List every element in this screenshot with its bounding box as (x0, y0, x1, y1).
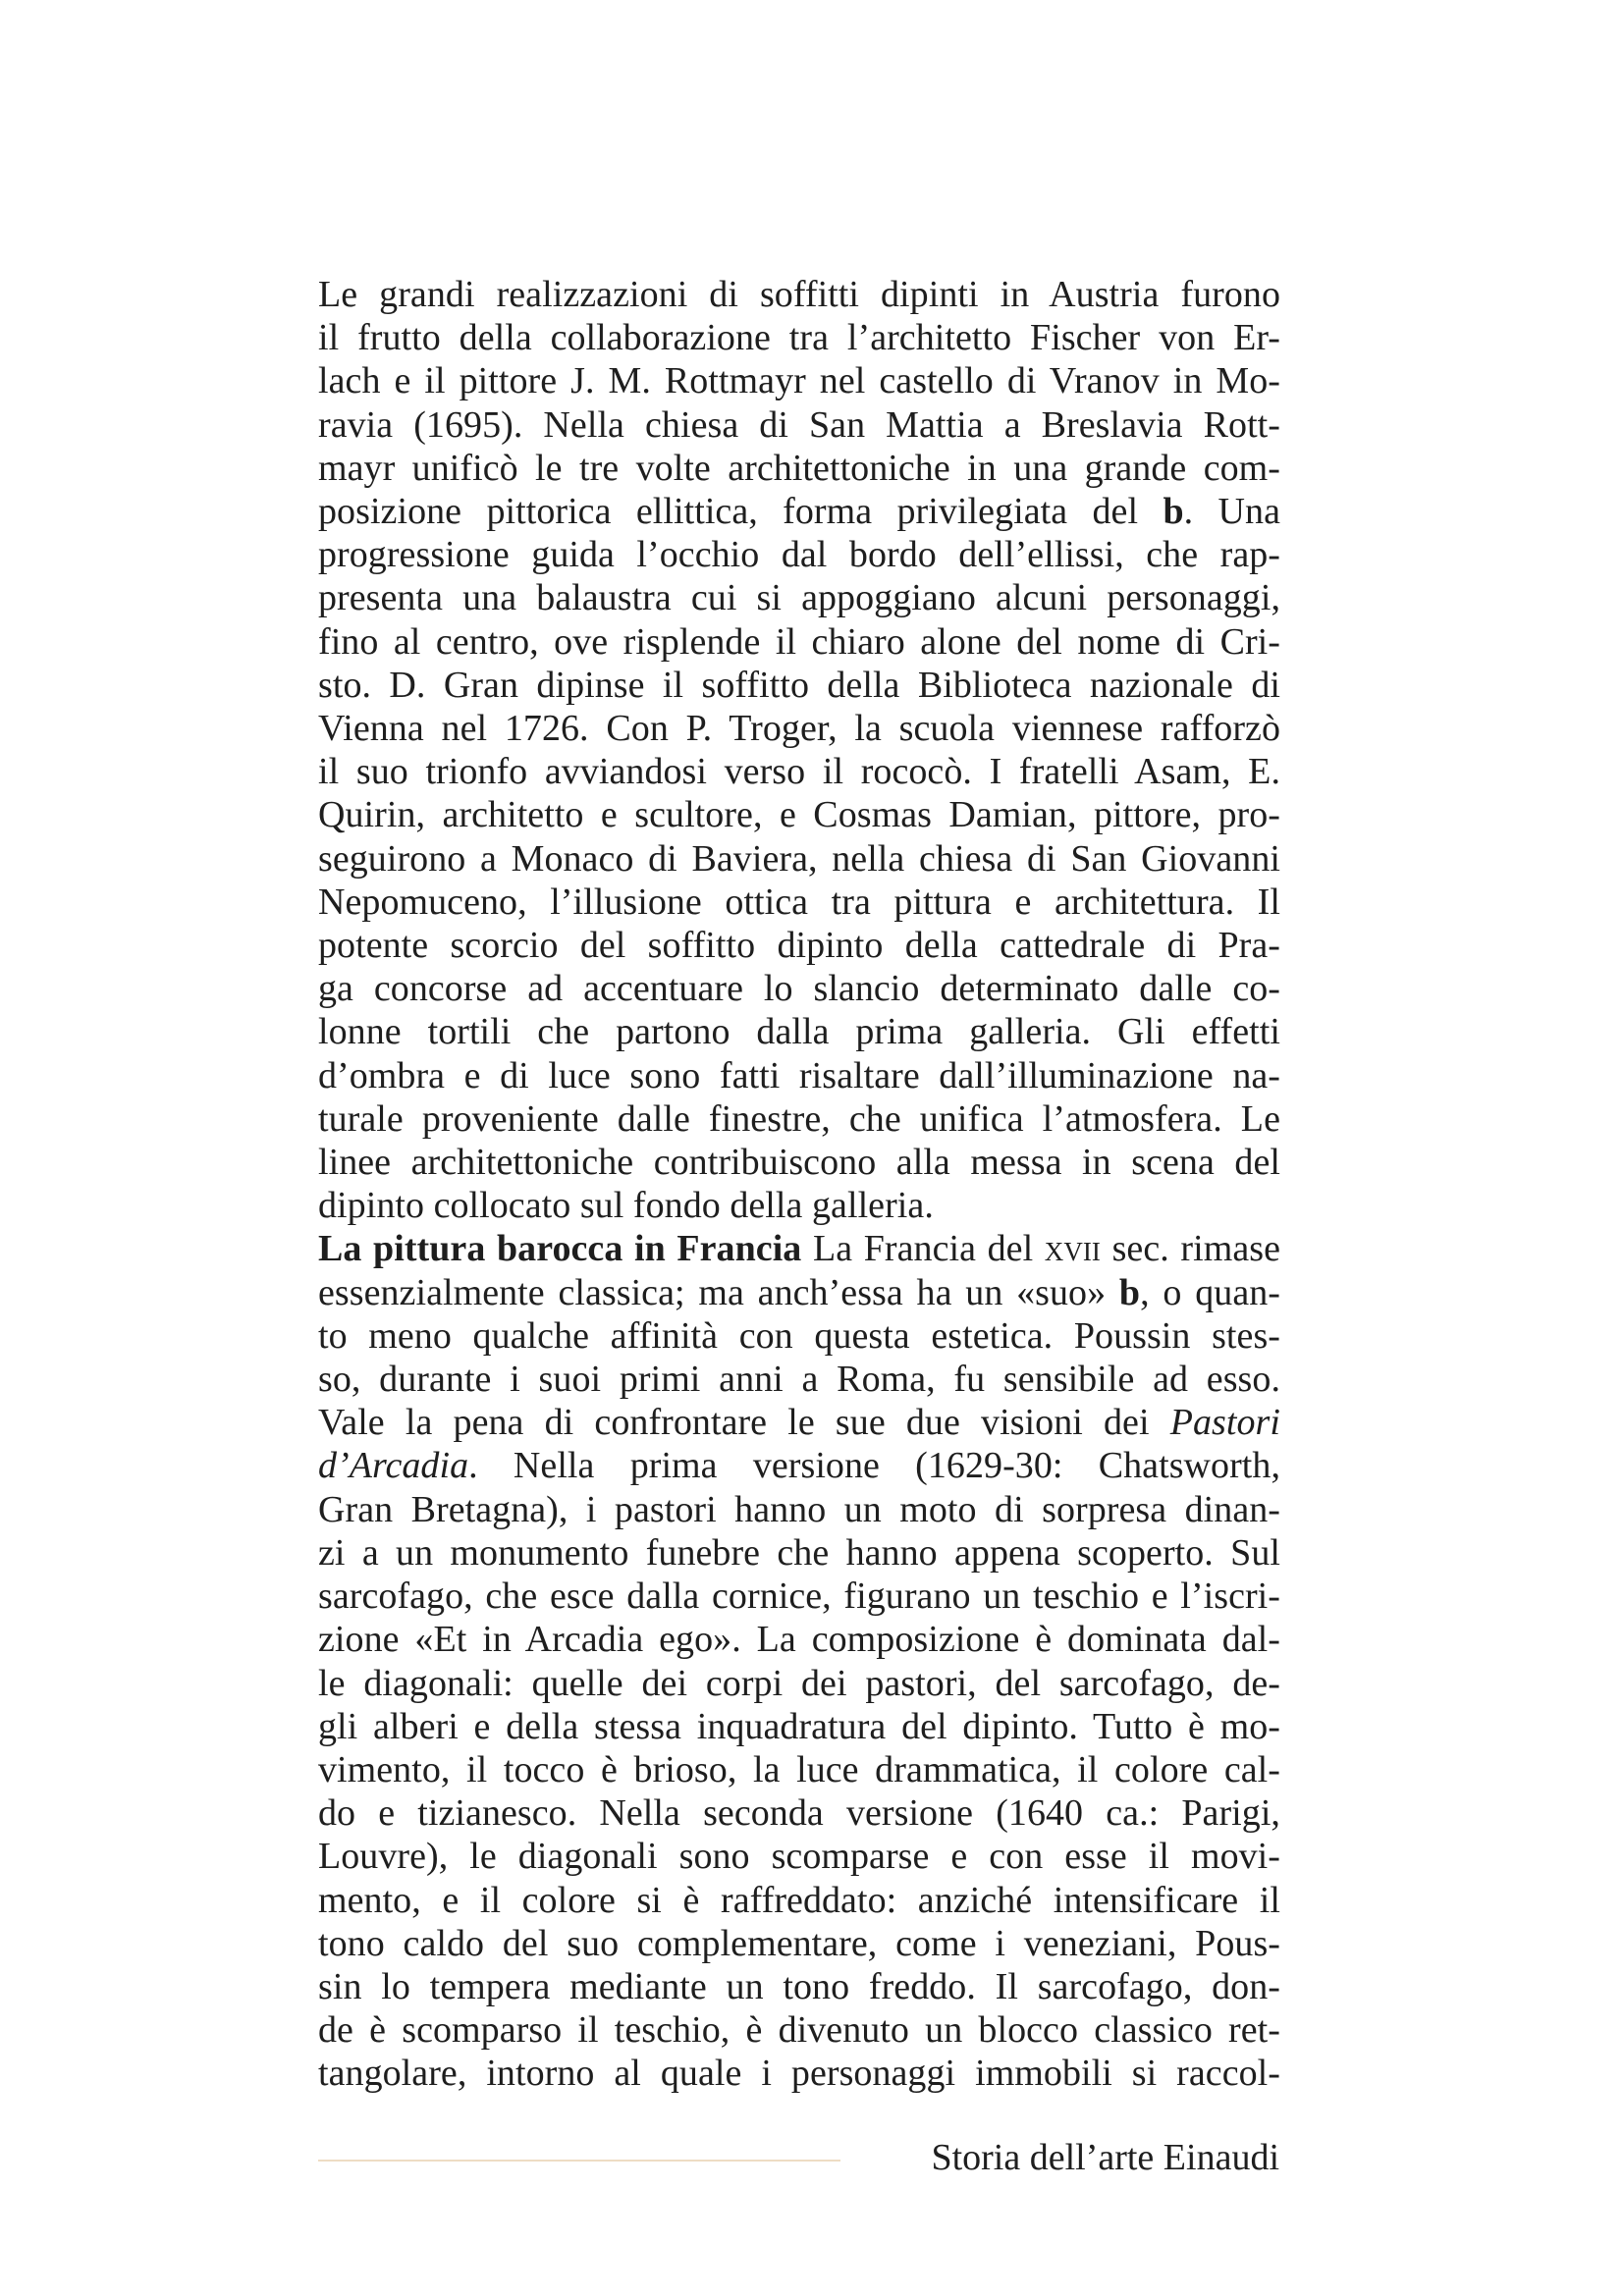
text-line (318, 1401, 1280, 1444)
footer-rule (318, 2160, 840, 2162)
bold-abbreviation: b (1118, 1271, 1141, 1313)
century-numeral: xvii (1044, 1228, 1101, 1270)
text-run: , o quan- (1140, 1271, 1280, 1313)
text-line: vimento, il tocco è brioso, la luce drammatica, il colore cal- (318, 1748, 1280, 1790)
text-line: lach e il pittore J. M. Rottmayr nel castello di Vranov in Mo- (318, 360, 1280, 402)
text-line (318, 1444, 1280, 1487)
text-line: to meno qualche affinità con questa estetica. Poussin stes- (318, 1314, 1280, 1357)
text-line: sto. D. Gran dipinse il soffitto della Biblioteca nazionale di (318, 664, 1280, 706)
text-line: mayr unificò le tre volte architettoniche in una grande com- (318, 447, 1280, 489)
text-line: tono caldo del suo complementare, come i veneziani, Pous- (318, 1922, 1280, 1964)
text-run: . Nella prima versione (1629-30: Chatsworth, (468, 1445, 1280, 1487)
text-line: seguirono a Monaco di Baviera, nella chiesa di San Giovanni (318, 837, 1280, 880)
text-line: linee architettoniche contribuiscono alla messa in scena del (318, 1142, 1280, 1184)
text-line: ga concorse ad accentuare lo slancio determinato dalle co- (318, 968, 1280, 1010)
text-run: essenzialmente classica; ma anch’essa ha un «suo» (318, 1271, 1119, 1313)
text-line: le diagonali: quelle dei corpi dei pastori, del sarcofago, de- (318, 1662, 1280, 1704)
text-line: mento, e il colore si è raffreddato: anziché intensificare il (318, 1879, 1280, 1921)
text-line: Quirin, architetto e scultore, e Cosmas Damian, pittore, pro- (318, 794, 1280, 836)
text-line: turale proveniente dalle finestre, che unifica l’atmosfera. Le (318, 1097, 1280, 1140)
text-line: d’ombra e di luce sono fatti risaltare dall’illuminazione na- (318, 1054, 1280, 1096)
text-line: ravia (1695). Nella chiesa di San Mattia a Breslavia Rott- (318, 403, 1280, 446)
text-line: presenta una balaustra cui si appoggiano alcuni personaggi, (318, 577, 1280, 619)
footer-title: Storia dell’arte Einaudi (931, 2137, 1279, 2178)
text-line: sarcofago, che esce dalla cornice, figurano un teschio e l’iscri- (318, 1575, 1280, 1618)
text-line: Gran Bretagna), i pastori hanno un moto di sorpresa dinan- (318, 1488, 1280, 1530)
text-line: do e tizianesco. Nella seconda versione (1640 ca.: Parigi, (318, 1792, 1280, 1835)
text-line: il frutto della collaborazione tra l’architetto Fischer von Er- (318, 317, 1280, 359)
text-line: fino al centro, ove risplende il chiaro alone del nome di Cri- (318, 620, 1280, 663)
text-line: Le grandi realizzazioni di soffitti dipinti in Austria furono (318, 274, 1280, 315)
text-line: de è scomparso il teschio, è divenuto un blocco classico ret- (318, 2009, 1280, 2052)
text-run: La Francia del (801, 1228, 1045, 1270)
text-line: gli alberi e della stessa inquadratura del dipinto. Tutto è mo- (318, 1705, 1280, 1747)
text-line: Vienna nel 1726. Con P. Troger, la scuola viennese rafforzò (318, 708, 1280, 750)
text-line: zi a un monumento funebre che hanno appena scoperto. Sul (318, 1531, 1280, 1574)
body-text (318, 273, 1280, 2096)
text-line: potente scorcio del soffitto dipinto della cattedrale di Pra- (318, 925, 1280, 967)
text-line: Louvre), le diagonali sono scomparse e con esse il movi- (318, 1836, 1280, 1878)
text-run: . Una (1183, 491, 1280, 533)
artwork-title: Pastori (1169, 1402, 1280, 1444)
text-line: progressione guida l’occhio dal bordo dell’ellissi, che rap- (318, 534, 1280, 576)
text-line: il suo trionfo avviandosi verso il rococò. I fratelli Asam, E. (318, 751, 1280, 793)
text-run: sec. rimase (1100, 1228, 1280, 1270)
text-line: so, durante i suoi primi anni a Roma, fu sensibile ad esso. (318, 1359, 1280, 1401)
bold-abbreviation: b (1163, 491, 1184, 533)
text-line: sin lo tempera mediante un tono freddo. Il sarcofago, don- (318, 1965, 1280, 2007)
text-line: dipinto collocato sul fondo della galleria. (318, 1185, 934, 1227)
text-line: tangolare, intorno al quale i personaggi immobili si raccol- (318, 2053, 1280, 2095)
section-heading: La pittura barocca in Francia (318, 1228, 802, 1270)
text-line: zione «Et in Arcadia ego». La composizione è dominata dal- (318, 1619, 1280, 1661)
text-line (318, 490, 1280, 533)
text-run: Vale la pena di confrontare le sue due visioni dei (318, 1402, 1170, 1444)
text-line: Nepomuceno, l’illusione ottica tra pittura e architettura. Il (318, 881, 1280, 923)
text-line: lonne tortili che partono dalla prima galleria. Gli effetti (318, 1011, 1280, 1053)
artwork-title: d’Arcadia (318, 1445, 469, 1487)
section-heading-line (318, 1227, 1280, 1270)
text-run: posizione pittorica ellittica, forma privilegiata del (318, 491, 1163, 533)
text-line (318, 1271, 1280, 1314)
